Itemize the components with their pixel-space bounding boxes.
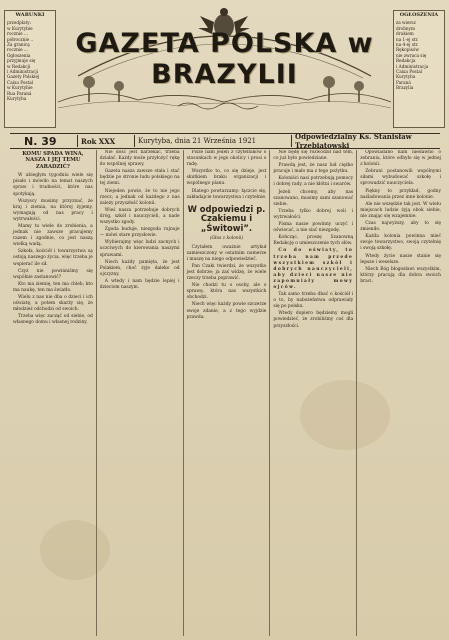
column-4-text-after bbox=[273, 292, 353, 330]
masthead bbox=[58, 6, 391, 130]
emphasized-paragraph: Co do oświaty, to trzeba nam przede wszystkiem szkół i dobrych nauczycieli, aby dzieci nasze nie zapomniały mowy ojców. bbox=[273, 248, 354, 290]
advertising-terms-lines bbox=[396, 20, 442, 90]
column-5-text bbox=[360, 150, 441, 285]
side-box-line: w Kurytybie bbox=[7, 25, 33, 31]
divider bbox=[291, 135, 292, 147]
paragraph: W ubiegłym tygodniu wiele się pisało i mówiło na temat naszych spraw i trudności, które nas spotykają. bbox=[13, 173, 93, 197]
paragraph: Wtedy dopiero będziemy mogli powiedzieć, że zrobiliśmy coś dla przyszłości. bbox=[273, 311, 354, 329]
side-box-line: Kurytyba bbox=[7, 96, 27, 102]
paragraph: Zgoda buduje, niezgoda rujnuje — mówi stare przysłowie. bbox=[99, 227, 180, 239]
column-1 bbox=[10, 150, 97, 636]
paragraph: Zebrani postanowili wspólnymi siłami wybudować szkołę i sprowadzić nauczyciela. bbox=[360, 169, 441, 187]
paragraph: Każda kolonia powinna mieć swoje towarzystwo, swoją czytelnię i swoją szkołę. bbox=[360, 234, 441, 252]
newspaper-title: GAZETA POLSKA w BRAZYLII bbox=[75, 28, 374, 90]
paragraph: Wszyscy musimy przyznać, że kraj i ziemia, na której żyjemy, wymagają od nas pracy i wytrwałości. bbox=[13, 198, 93, 222]
subscription-terms-box bbox=[4, 10, 56, 128]
paragraph: Trzeba więc zacząć od siebie, od własnego domu i własnej rodziny. bbox=[13, 314, 93, 326]
side-box-line: przyjmuje się bbox=[7, 58, 36, 64]
paragraph: Wszystko to, co się dzieje, jest skutkiem braku organizacji i wspólnego planu. bbox=[186, 169, 267, 187]
paragraph: Nie dość jest narzekać, trzeba działać. Każdy może przyłożyć rękę do wspólnej sprawy. bbox=[99, 150, 180, 168]
paragraph: Opowiadano nam niedawno o zebraniu, które odbyło się w jednej z kolonii. bbox=[360, 150, 441, 168]
side-box-line: półrocznie .. bbox=[7, 36, 34, 42]
side-box-line: Brazylia bbox=[396, 85, 414, 91]
paragraph: Wieś nasza potrzebuje dobrych dróg, szkół i nauczycieli, a nade wszystko zgody. bbox=[99, 207, 180, 226]
paragraph: Czyż nie powinniśmy się wspólnie zastanowić? bbox=[13, 268, 93, 280]
paragraph: Nie będę się rozwodził nad tem, co już było powiedziane. bbox=[273, 150, 354, 162]
paragraph: Kończąc, proszę Szanowną Redakcję o umieszczenie tych słów. bbox=[273, 235, 354, 247]
responsible-editor: Odpowiedzialny Ks. Stanisław Trzebiatowski bbox=[295, 132, 412, 150]
paragraph: Pan Czaki twierdzi, że wszystko jest dobrze; ja zaś widzę, że wiele rzeczy trzeba poprawić. bbox=[186, 263, 267, 282]
subscription-terms-lines bbox=[7, 20, 53, 101]
reply-article-subheadline: (Głos z kolonii) bbox=[209, 235, 244, 241]
paragraph: Gazeta nasza zawsze stała i stać będzie po stronie ludu polskiego na tej ziemi. bbox=[99, 169, 180, 187]
side-box-line: Ogłoszenia bbox=[7, 52, 31, 58]
side-box-line: drobnym bbox=[396, 25, 415, 31]
side-box-line: Paraná bbox=[396, 79, 411, 85]
paragraph: Niech więc każdy powie szczerze swoje zdanie, a z tego wyjdzie prawda. bbox=[186, 302, 267, 320]
paragraph: Czytałem uważnie artykuł zamieszczony w ostatnim numerze i muszę na niego odpowiedzieć. bbox=[186, 244, 267, 262]
side-box-line: Rua Paraná bbox=[7, 90, 32, 96]
issue-info-bar bbox=[10, 133, 440, 149]
divider bbox=[77, 135, 78, 147]
side-box-line: Kurytyba bbox=[396, 74, 416, 80]
paragraph: Koloniści nasi potrzebują pomocy i dobrej rady, a nie kłótni i swarów. bbox=[273, 176, 354, 188]
paragraph: Wielu z nas nie dba o dzieci i ich oświatę, a potem skarży się, że młodzież odchodzi od swoich. bbox=[13, 295, 93, 313]
paragraph: Prawdą jest, że nasz lud ciężko pracuje i mało ma z tego pożytku. bbox=[273, 163, 354, 175]
side-box-line: w Kurytybie bbox=[7, 85, 33, 91]
column-2-text bbox=[100, 150, 180, 291]
column-5 bbox=[357, 150, 444, 636]
paragraph: Piękny to przykład, godny naśladowania przez inne kolonie. bbox=[360, 188, 441, 200]
side-box-line: Caixa Postal bbox=[7, 79, 34, 85]
side-box-line: w Redakcji bbox=[7, 63, 31, 69]
divider bbox=[134, 135, 135, 147]
side-box-line: Rękopisów bbox=[396, 47, 419, 53]
side-box-line: drukiem bbox=[396, 31, 414, 37]
paragraph: Szkoła, kościół i towarzystwa są ostoją naszego życia, więc trzeba je wspierać ile sił. bbox=[13, 249, 93, 267]
article-headline: KOMU SPADA WINA, NASZA I JEJ TEMU ZARADZIĆ? bbox=[22, 151, 84, 170]
side-box-line: przedpłaty: bbox=[7, 20, 32, 26]
side-box-line: i Administracja bbox=[396, 63, 429, 69]
paragraph: Wybierajmy więc ludzi zacnych i uczciwych do kierowania naszymi sprawami. bbox=[99, 240, 180, 258]
volume-year: Rok XXX bbox=[81, 136, 116, 146]
paragraph: Pisze nam jeden z czytelników o stosunkach w jego okolicy i prosi o radę. bbox=[186, 150, 267, 168]
column-4-text bbox=[273, 150, 353, 247]
side-box-line: nie zwraca się bbox=[396, 52, 427, 58]
column-2 bbox=[97, 150, 184, 636]
reply-article-headline: W odpowiedzi p. Czakiemu i „Świtowi”. bbox=[187, 203, 266, 233]
column-1-text bbox=[13, 173, 93, 326]
article-columns bbox=[10, 150, 444, 636]
paragraph: Mamy tu wiele do zrobienia, a jednak nie zawsze pracujemy razem i zgodnie, co jest naszą wielką wadą. bbox=[13, 223, 93, 248]
place-and-date: Kurytyba, dnia 21 Września 1921 bbox=[138, 137, 257, 145]
column-3-text-after bbox=[187, 245, 267, 321]
side-box-line: na 1-ej str. bbox=[396, 36, 419, 42]
paragraph: Kto ma ziemię, ten ma chleb; kto ma naukę, ten ma światło. bbox=[13, 281, 93, 293]
side-box-line: rocznie ... bbox=[7, 47, 28, 53]
paragraph: Czas najwyższy, aby to się zmieniło. bbox=[360, 221, 441, 233]
paragraph: Jeżeli chcemy, aby nas szanowano, musimy sami szanować siebie. bbox=[273, 189, 354, 207]
side-box-line: Caixa Postal bbox=[396, 69, 423, 75]
paragraph: Pisma nasze powinny uczyć i oświecać, a nie siać niezgodę. bbox=[273, 222, 354, 234]
side-box-line: za wiersz bbox=[396, 20, 416, 26]
paragraph: Dlatego powtarzamy: łączcie się, zakładajcie towarzystwa i czytelnie. bbox=[186, 188, 267, 200]
paragraph: Nie chodzi tu o osoby, ale o sprawę, która nas wszystkich obchodzi. bbox=[186, 283, 267, 301]
paragraph: Ale nie wszędzie tak jest. W wielu miejscach ludzie żyją obok siebie, nie znając się wzajemnie. bbox=[360, 201, 441, 219]
paragraph: A wtedy i nam będzie lepiej i dzieciom naszym. bbox=[99, 278, 180, 290]
issue-number: N. 39 bbox=[24, 134, 57, 148]
advertising-terms-title: OGŁOSZENIA bbox=[399, 12, 439, 18]
paragraph: Trzeba tylko dobrej woli i wytrwałości. bbox=[273, 208, 354, 220]
paragraph: Niech każdy pamięta, że jest Polakiem, choć żyje daleko od ojczyzny. bbox=[99, 259, 180, 277]
side-box-line: Za granicą bbox=[7, 42, 30, 48]
paragraph: Tak samo trzeba dbać o kościół i o to, by nabożeństwa odprawiały się po polsku. bbox=[273, 292, 354, 310]
paragraph: Niejeden powie, że to nie jego rzecz; a jednak od każdego z nas zależy przyszłość kolonii. bbox=[99, 188, 180, 206]
paragraph: Wtedy życie nasze stanie się lepsze i weselsze. bbox=[360, 253, 441, 265]
side-box-line: Gazety Polskiej bbox=[7, 74, 40, 80]
paragraph: Niech Bóg błogosławi wszystkim, którzy pracują dla dobra swoich braci. bbox=[360, 266, 441, 284]
side-box-line: i Administracji bbox=[7, 69, 39, 75]
advertising-terms-box bbox=[393, 10, 445, 128]
subscription-terms-title: WARUNKI bbox=[15, 12, 45, 18]
side-box-line: rocznie ... bbox=[7, 31, 28, 37]
side-box-line: Redakcja bbox=[396, 58, 416, 64]
column-4 bbox=[270, 150, 357, 636]
column-3 bbox=[184, 150, 271, 636]
column-3-text bbox=[187, 150, 267, 201]
side-box-line: na 4-ej str. bbox=[396, 42, 419, 48]
